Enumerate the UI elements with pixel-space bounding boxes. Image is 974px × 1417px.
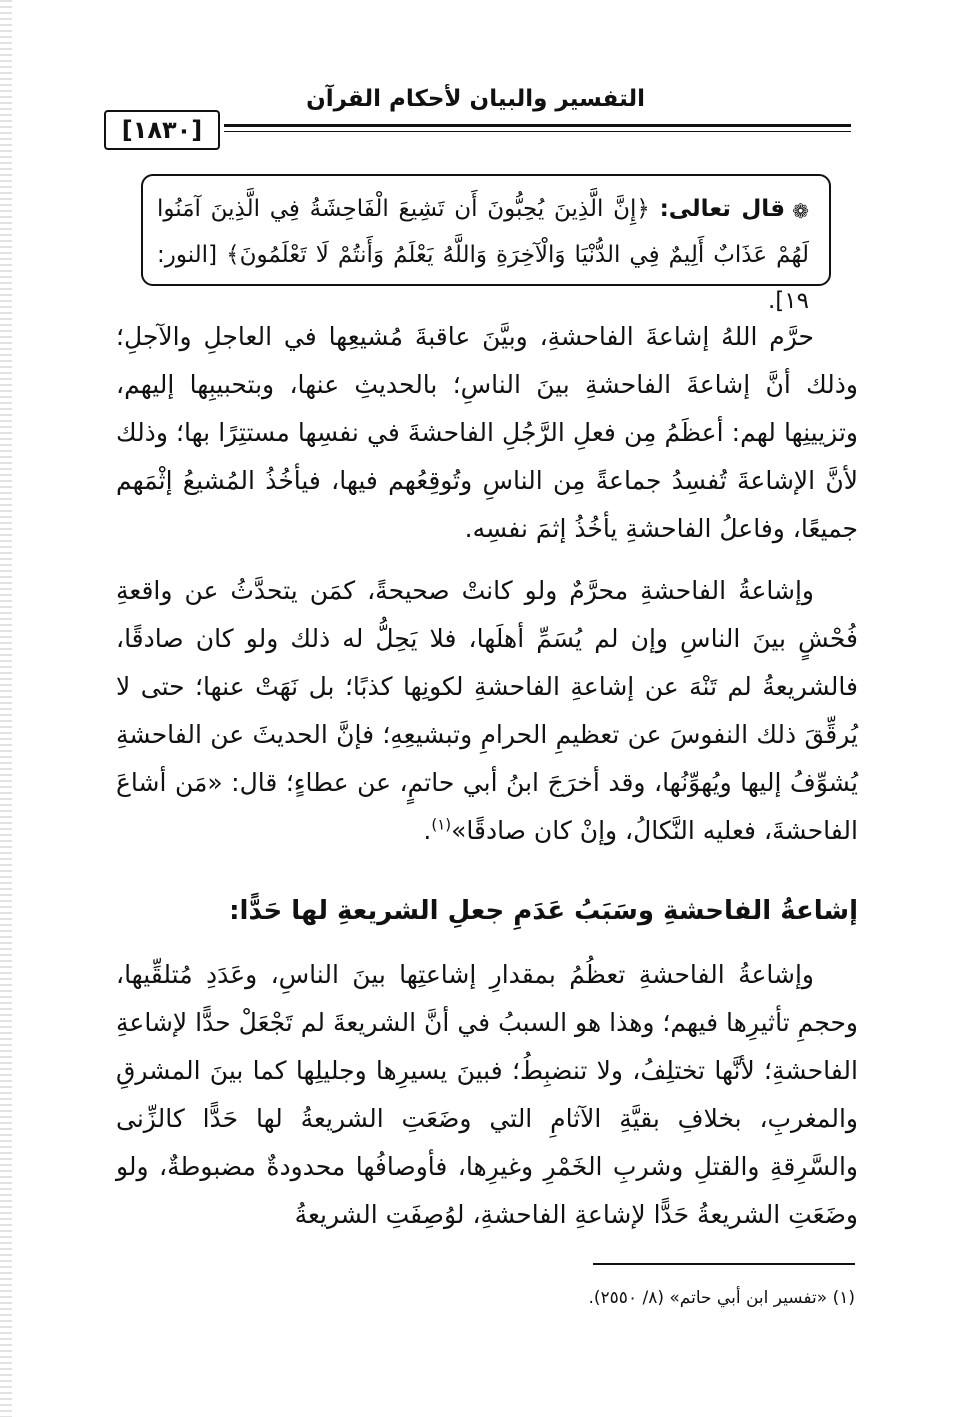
paragraph-2 — [116, 567, 858, 855]
paragraph-2-end: . — [423, 816, 432, 845]
header-rule — [224, 124, 851, 127]
verse-box — [141, 174, 831, 314]
verse-lead: قال تعالى: — [659, 196, 786, 222]
footnote-1: (١) «تفسير ابن أبي حاتم» (٨/ ٢٥٥٠). — [588, 1288, 855, 1308]
page-number: [١٨٣٠] — [104, 110, 220, 150]
section-heading: إشاعةُ الفاحشةِ وسَبَبُ عَدَمِ جعلِ الشريعةِ لها حَدًّا: — [229, 896, 858, 926]
footnote-divider — [593, 1263, 855, 1265]
verse-reference: [النور: ١٩]. — [157, 242, 809, 314]
paragraph-3-text: وإشاعةُ الفاحشةِ تعظُمُ بمقدارِ إشاعتِها بينَ الناسِ، وعَدَدِ مُتلقِّيها، وحجمِ تأثيرِها فيهم؛ وهذا هو السببُ في أنَّ الشريعةَ لم تَجْعَلْ حدًّا لإشاعةِ الفاحشةِ؛ لأنَّها تختلِفُ، ولا تنضبِطُ؛ فبينَ يسيرِها وجليلِها كما بينَ المشرقِ والمغربِ، بخلافِ بقيَّةِ الآثامِ التي وضَعَتِ الشريعةُ لها حَدًّا كالزِّنى والسَّرِقةِ والقتلِ وشربِ الخَمْرِ وغيرِها، فأوصافُها محدودةٌ مضبوطةٌ، ولو وضَعَتِ الشريعةُ حَدًّا لإشاعةِ الفاحشةِ، لوُصِفَتِ الشريعةُ — [116, 960, 858, 1229]
paragraph-3 — [116, 951, 858, 1239]
header-rule-thin — [224, 131, 851, 132]
paragraph-2-text: وإشاعةُ الفاحشةِ محرَّمٌ ولو كانتْ صحيحةً، كمَن يتحدَّثُ عن واقعةِ فُحْشٍ بينَ الناسِ وإن لم يُسَمِّ أهلَها، فلا يَحِلُّ له ذلك ولو كان صادقًا، فالشريعةُ لم تَنْهَ عن إشاعةِ الفاحشةِ لكونِها كذبًا؛ بل نَهَتْ عنها؛ حتى لا يُرقِّقَ ذلك النفوسَ عن تعظيمِ الحرامِ وتبشيعِهِ؛ فإنَّ الحديثَ عن الفاحشةِ يُشوِّفُ إليها ويُهوِّنُها، وقد أخرَجَ ابنُ أبي حاتمٍ، عن عطاءٍ؛ قال: «مَن أشاعَ الفاحشةَ، فعليه النَّكالُ، وإنْ كان صادقًا» — [116, 576, 858, 845]
scan-edge-artifact — [0, 0, 12, 1417]
verse-text: ﴿إِنَّ الَّذِينَ يُحِبُّونَ أَن تَشِيعَ الْفَاحِشَةُ فِي الَّذِينَ آمَنُوا لَهُمْ عَذَابٌ أَلِيمٌ فِي الدُّنْيَا وَالْآخِرَةِ وَاللَّهُ يَعْلَمُ وَأَنتُمْ لَا تَعْلَمُونَ﴾ — [157, 196, 810, 268]
book-title: التفسير والبيان لأحكام القرآن — [306, 86, 645, 112]
flower-ornament-icon: ❁ — [792, 199, 810, 223]
paragraph-1 — [116, 313, 858, 553]
paragraph-1-text: حرَّم اللهُ إشاعةَ الفاحشةِ، وبيَّنَ عاقبةَ مُشيعِها في العاجلِ والآجلِ؛ وذلك أنَّ إشاعةَ الفاحشةِ بينَ الناسِ؛ بالحديثِ عنها، وبتحبيبِها إليهم، وتزيينِها لهم: أعظَمُ مِن فعلِ الرَّجُلِ الفاحشةَ في نفسِها مستتِرًا بها؛ وذلك لأنَّ الإشاعةَ تُفسِدُ جماعةً مِن الناسِ وتُوقِعُهم فيها، فيأخُذُ المُشيعُ إثْمَهم جميعًا، وفاعلُ الفاحشةِ يأخُذُ إثمَ نفسِه. — [116, 322, 858, 543]
footnote-reference[interactable]: (١) — [431, 815, 452, 834]
